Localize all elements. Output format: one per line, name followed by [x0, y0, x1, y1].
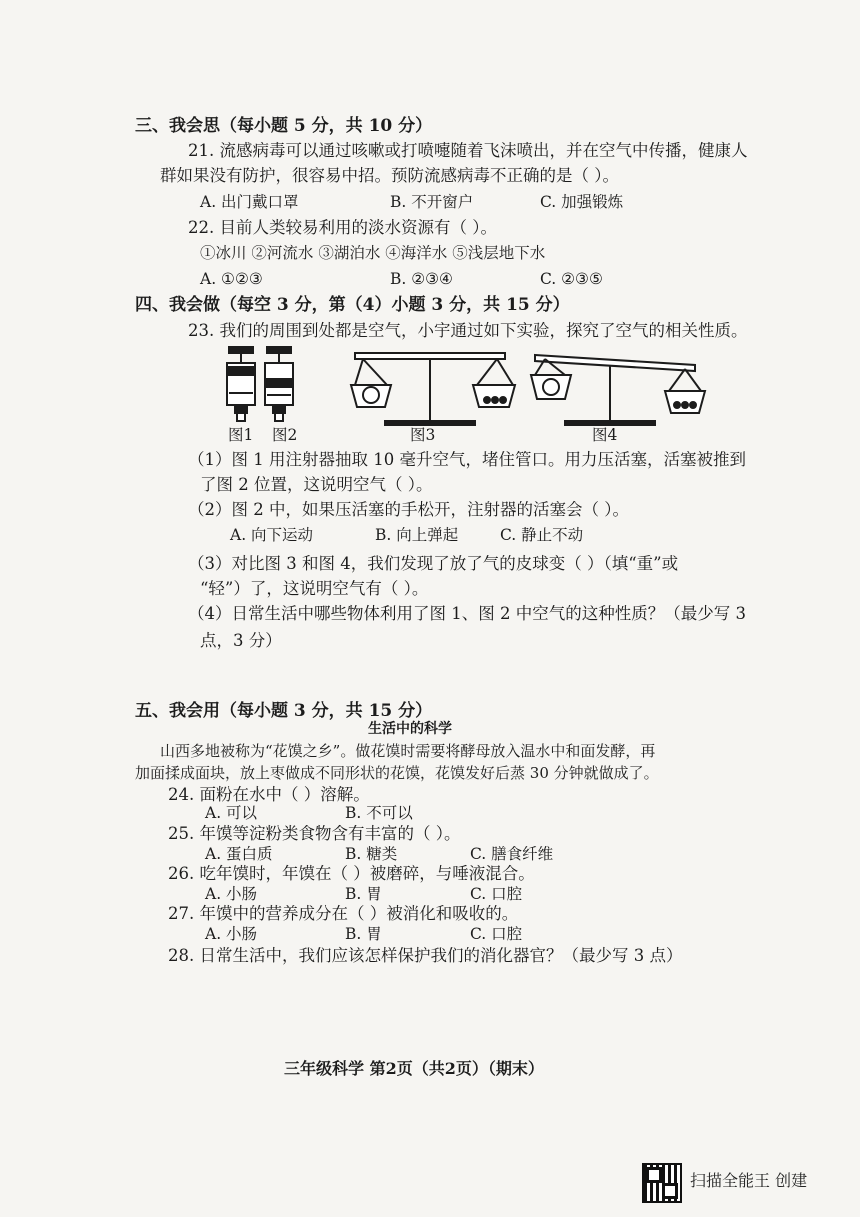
figure-1-caption: 图1 — [228, 426, 254, 444]
q22-option-b: B. ②③④ — [390, 270, 453, 288]
q21-stem-line2: 群如果没有防护，很容易中招。预防流感病毒不正确的是（ ）。 — [160, 166, 619, 185]
syringe-figure-1 — [227, 347, 255, 421]
q26-option-c: C. 口腔 — [470, 885, 523, 903]
q23-part3-line2: “轻”）了，这说明空气有（ ）。 — [200, 579, 429, 598]
q23-part2-option-a: A. 向下运动 — [230, 526, 314, 544]
q24-option-b: B. 不可以 — [345, 804, 413, 822]
q21-stem-line1: 21. 流感病毒可以通过咳嗽或打喷嚏随着飞沫喷出，并在空气中传播，健康人 — [188, 141, 748, 160]
q23-part3-line1: （3）对比图 3 和图 4，我们发现了放了气的皮球变（ ）（填“重”或 — [188, 554, 679, 573]
q22-stem: 22. 目前人类较易利用的淡水资源有（ ）。 — [188, 218, 497, 237]
figure-2-caption: 图2 — [272, 426, 298, 444]
q22-items: ①冰川 ②河流水 ③湖泊水 ④海洋水 ⑤浅层地下水 — [200, 244, 546, 262]
q22-option-a: A. ①②③ — [200, 270, 263, 288]
q23-part1-line2: 了图 2 位置，这说明空气（ ）。 — [200, 475, 433, 494]
experiment-figures — [215, 345, 715, 430]
section-4-heading: 四、我会做（每空 3 分，第（4）小题 3 分，共 15 分） — [135, 295, 570, 315]
q21-option-c: C. 加强锻炼 — [540, 193, 624, 211]
q27-option-a: A. 小肠 — [205, 925, 258, 943]
q23-part4-line2: 点，3 分） — [200, 631, 282, 650]
q26-stem: 26. 吃年馍时，年馍在（ ）被磨碎，与唾液混合。 — [168, 864, 535, 883]
q27-option-b: B. 胃 — [345, 925, 382, 943]
q23-part2-option-b: B. 向上弹起 — [375, 526, 459, 544]
q22-option-c: C. ②③⑤ — [540, 270, 603, 288]
q24-option-a: A. 可以 — [205, 804, 258, 822]
q25-option-c: C. 膳食纤维 — [470, 845, 554, 863]
figure-4-caption: 图4 — [592, 426, 618, 444]
q24-stem: 24. 面粉在水中（ ）溶解。 — [168, 785, 370, 804]
q26-option-b: B. 胃 — [345, 885, 382, 903]
figure-3-caption: 图3 — [410, 426, 436, 444]
scanner-brand-label: 扫描全能王 创建 — [690, 1171, 808, 1190]
q28-stem: 28. 日常生活中，我们应该怎样保护我们的消化器官？（最少写 3 点） — [168, 946, 683, 965]
section-3-heading: 三、我会思（每小题 5 分，共 10 分） — [135, 116, 433, 136]
reading-line2: 加面揉成面块，放上枣做成不同形状的花馍，花馍发好后蒸 30 分钟就做成了。 — [135, 764, 659, 782]
reading-title: 生活中的科学 — [368, 721, 452, 737]
q23-part2-option-c: C. 静止不动 — [500, 526, 584, 544]
q21-option-b: B. 不开窗户 — [390, 193, 474, 211]
q25-stem: 25. 年馍等淀粉类食物含有丰富的（ ）。 — [168, 824, 461, 843]
q27-stem: 27. 年馍中的营养成分在（ ）被消化和吸收的。 — [168, 904, 519, 923]
q25-option-a: A. 蛋白质 — [205, 845, 273, 863]
q23-part4-line1: （4）日常生活中哪些物体利用了图 1、图 2 中空气的这种性质？（最少写 3 — [188, 604, 746, 623]
q23-stem: 23. 我们的周围到处都是空气，小宇通过如下实验，探究了空气的相关性质。 — [188, 321, 748, 340]
balance-figure-4 — [531, 355, 705, 425]
q21-option-a: A. 出门戴口罩 — [200, 193, 299, 211]
q25-option-b: B. 糖类 — [345, 845, 398, 863]
q26-option-a: A. 小肠 — [205, 885, 258, 903]
q27-option-c: C. 口腔 — [470, 925, 523, 943]
q23-part2-stem: （2）图 2 中，如果压活塞的手松开，注射器的活塞会（ ）。 — [188, 500, 629, 519]
syringe-figure-2 — [265, 347, 293, 421]
page-footer: 三年级科学 第2页（共2页）（期末） — [284, 1059, 544, 1078]
qr-code-icon — [642, 1163, 682, 1203]
reading-line1: 山西多地被称为“花馍之乡”。做花馍时需要将酵母放入温水中和面发酵，再 — [160, 742, 656, 760]
section-5-heading: 五、我会用（每小题 3 分，共 15 分） — [135, 701, 433, 721]
balance-figure-3 — [351, 353, 515, 425]
q23-part1-line1: （1）图 1 用注射器抽取 10 毫升空气，堵住管口。用力压活塞，活塞被推到 — [188, 450, 746, 469]
